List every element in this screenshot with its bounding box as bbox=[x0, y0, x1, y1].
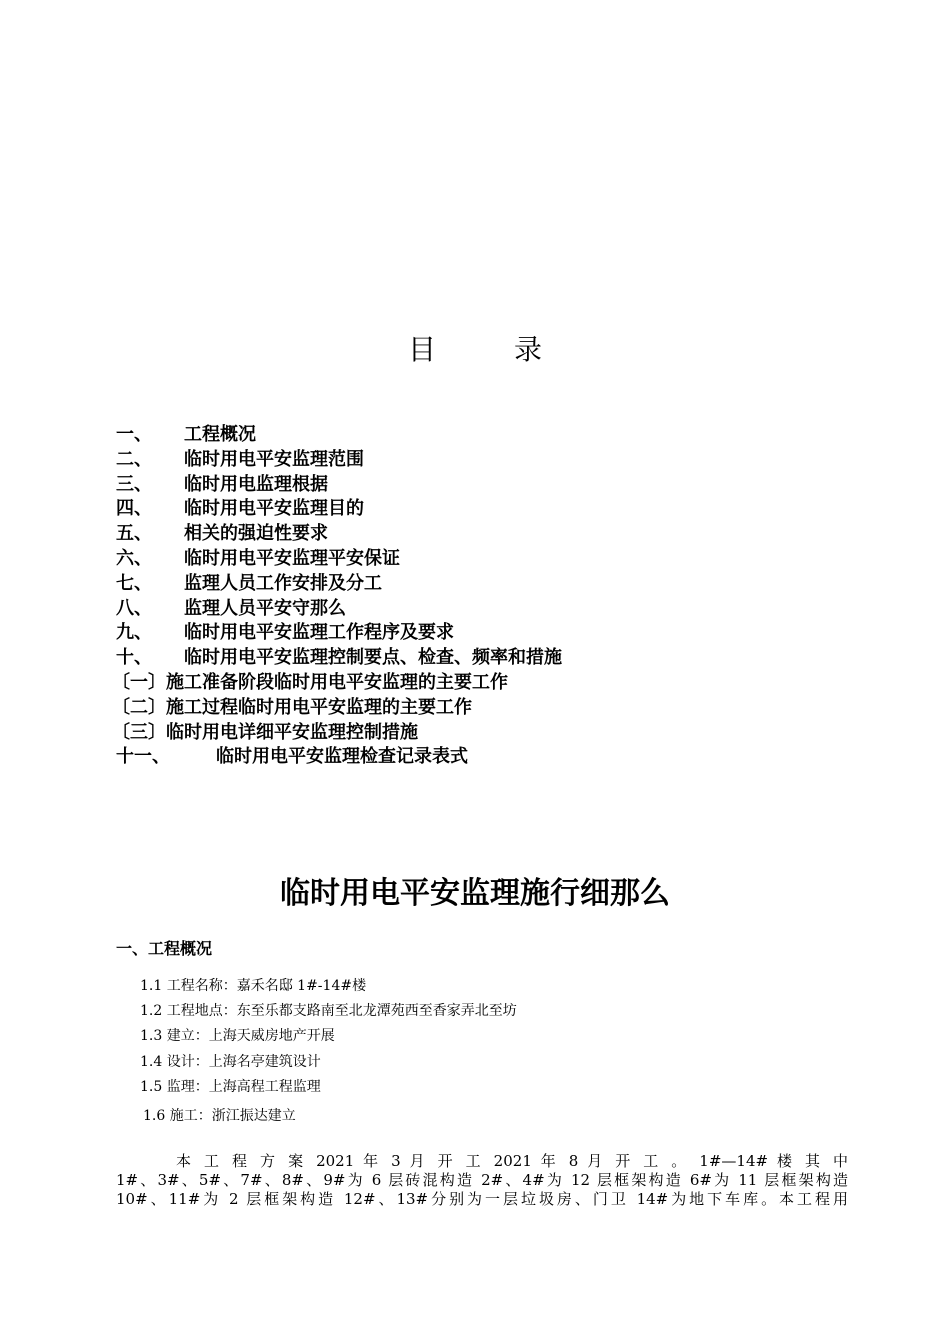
toc-item[interactable] bbox=[116, 497, 836, 522]
toc-item[interactable] bbox=[116, 646, 836, 671]
toc-item-number: 九、 bbox=[116, 622, 152, 644]
toc-item[interactable] bbox=[116, 572, 836, 597]
toc-item-text: 临时用电平安监理范围 bbox=[184, 448, 364, 470]
toc-subitem[interactable] bbox=[112, 696, 836, 721]
project-info-item: 1.4 设计：上海名亭建筑设计 bbox=[140, 1053, 321, 1070]
toc-item-number: 十、 bbox=[116, 647, 152, 669]
section-heading: 一、工程概况 bbox=[116, 939, 213, 958]
project-info-item: 1.2 工程地点：东至乐都支路南至北龙潭苑西至香家弄北至坊 bbox=[140, 1003, 517, 1020]
toc-item-number: 十一、 bbox=[116, 746, 170, 768]
toc-item[interactable] bbox=[116, 597, 836, 622]
toc-item-text: 临时用电平安监理控制要点、检查、频率和措施 bbox=[184, 647, 562, 669]
toc-title-left: 目 bbox=[407, 333, 436, 366]
toc-item-text: 相关的强迫性要求 bbox=[184, 523, 328, 545]
toc-subitem-text: 〔三〕临时用电详细平安监理控制措施 bbox=[112, 721, 418, 743]
toc-list bbox=[112, 423, 836, 770]
toc-subitem-text: 〔二〕施工过程临时用电平安监理的主要工作 bbox=[112, 696, 472, 718]
project-info-item: 1.3 建立：上海天威房地产开展 bbox=[140, 1028, 335, 1045]
toc-title-right: 录 bbox=[514, 333, 543, 366]
paragraph-line: 本 工 程 方 案 2021 年 3 月 开 工 2021 年 8 月 开 工 。 1#—14# 楼 其 中 bbox=[176, 1152, 848, 1170]
toc-item-number: 二、 bbox=[116, 448, 152, 470]
paragraph-line: 1#、3#、5#、7#、8#、9#为 6 层砖混构造 2#、4#为 12 层框架构造 6#为 11 层框架构造 bbox=[116, 1171, 848, 1189]
project-info-item: 1.1 工程名称：嘉禾名邸 1#-14#楼 bbox=[140, 978, 367, 994]
paragraph-line: 10#、11#为 2 层框架构造 12#、13#分别为一层垃圾房、门卫 14#为地下车库。本工程用 bbox=[116, 1190, 848, 1208]
toc-subitem-text: 〔一〕施工准备阶段临时用电平安监理的主要工作 bbox=[112, 671, 508, 693]
toc-item[interactable] bbox=[116, 448, 836, 473]
toc-item-number: 一、 bbox=[116, 424, 152, 445]
toc-item-text: 临时用电平安监理平安保证 bbox=[184, 547, 400, 569]
toc-item-number: 六、 bbox=[116, 547, 152, 569]
toc-item[interactable] bbox=[116, 522, 836, 547]
toc-item-text: 临时用电监理根据 bbox=[184, 473, 328, 495]
toc-item-number: 七、 bbox=[116, 572, 152, 594]
toc-item[interactable] bbox=[116, 547, 836, 572]
toc-item-number: 五、 bbox=[116, 523, 152, 545]
toc-item-text: 监理人员工作安排及分工 bbox=[184, 572, 382, 594]
toc-item-text: 临时用电平安监理工作程序及要求 bbox=[184, 622, 454, 644]
toc-item-text: 监理人员平安守那么 bbox=[184, 597, 346, 619]
project-info-item: 1.5 监理：上海高程工程监理 bbox=[140, 1078, 321, 1095]
project-info-list bbox=[140, 974, 517, 1129]
toc-item-text: 临时用电平安监理检查记录表式 bbox=[216, 746, 468, 768]
toc-item-number: 八、 bbox=[116, 597, 152, 619]
toc-item[interactable] bbox=[116, 423, 836, 448]
toc-item-number: 三、 bbox=[116, 473, 152, 495]
toc-item[interactable] bbox=[116, 621, 836, 646]
toc-item[interactable] bbox=[116, 473, 836, 498]
toc-item-text: 临时用电平安监理目的 bbox=[184, 498, 364, 520]
toc-subitem[interactable] bbox=[112, 721, 836, 746]
toc-item[interactable] bbox=[116, 745, 836, 770]
project-info-item: 1.6 施工：浙江振达建立 bbox=[143, 1108, 296, 1125]
document-title: 临时用电平安监理施行细那么 bbox=[280, 876, 670, 911]
toc-subitem[interactable] bbox=[112, 671, 836, 696]
toc-item-text: 工程概况 bbox=[184, 424, 256, 445]
overview-paragraph bbox=[116, 1152, 848, 1209]
toc-item-number: 四、 bbox=[116, 498, 152, 520]
toc-title bbox=[0, 330, 950, 370]
